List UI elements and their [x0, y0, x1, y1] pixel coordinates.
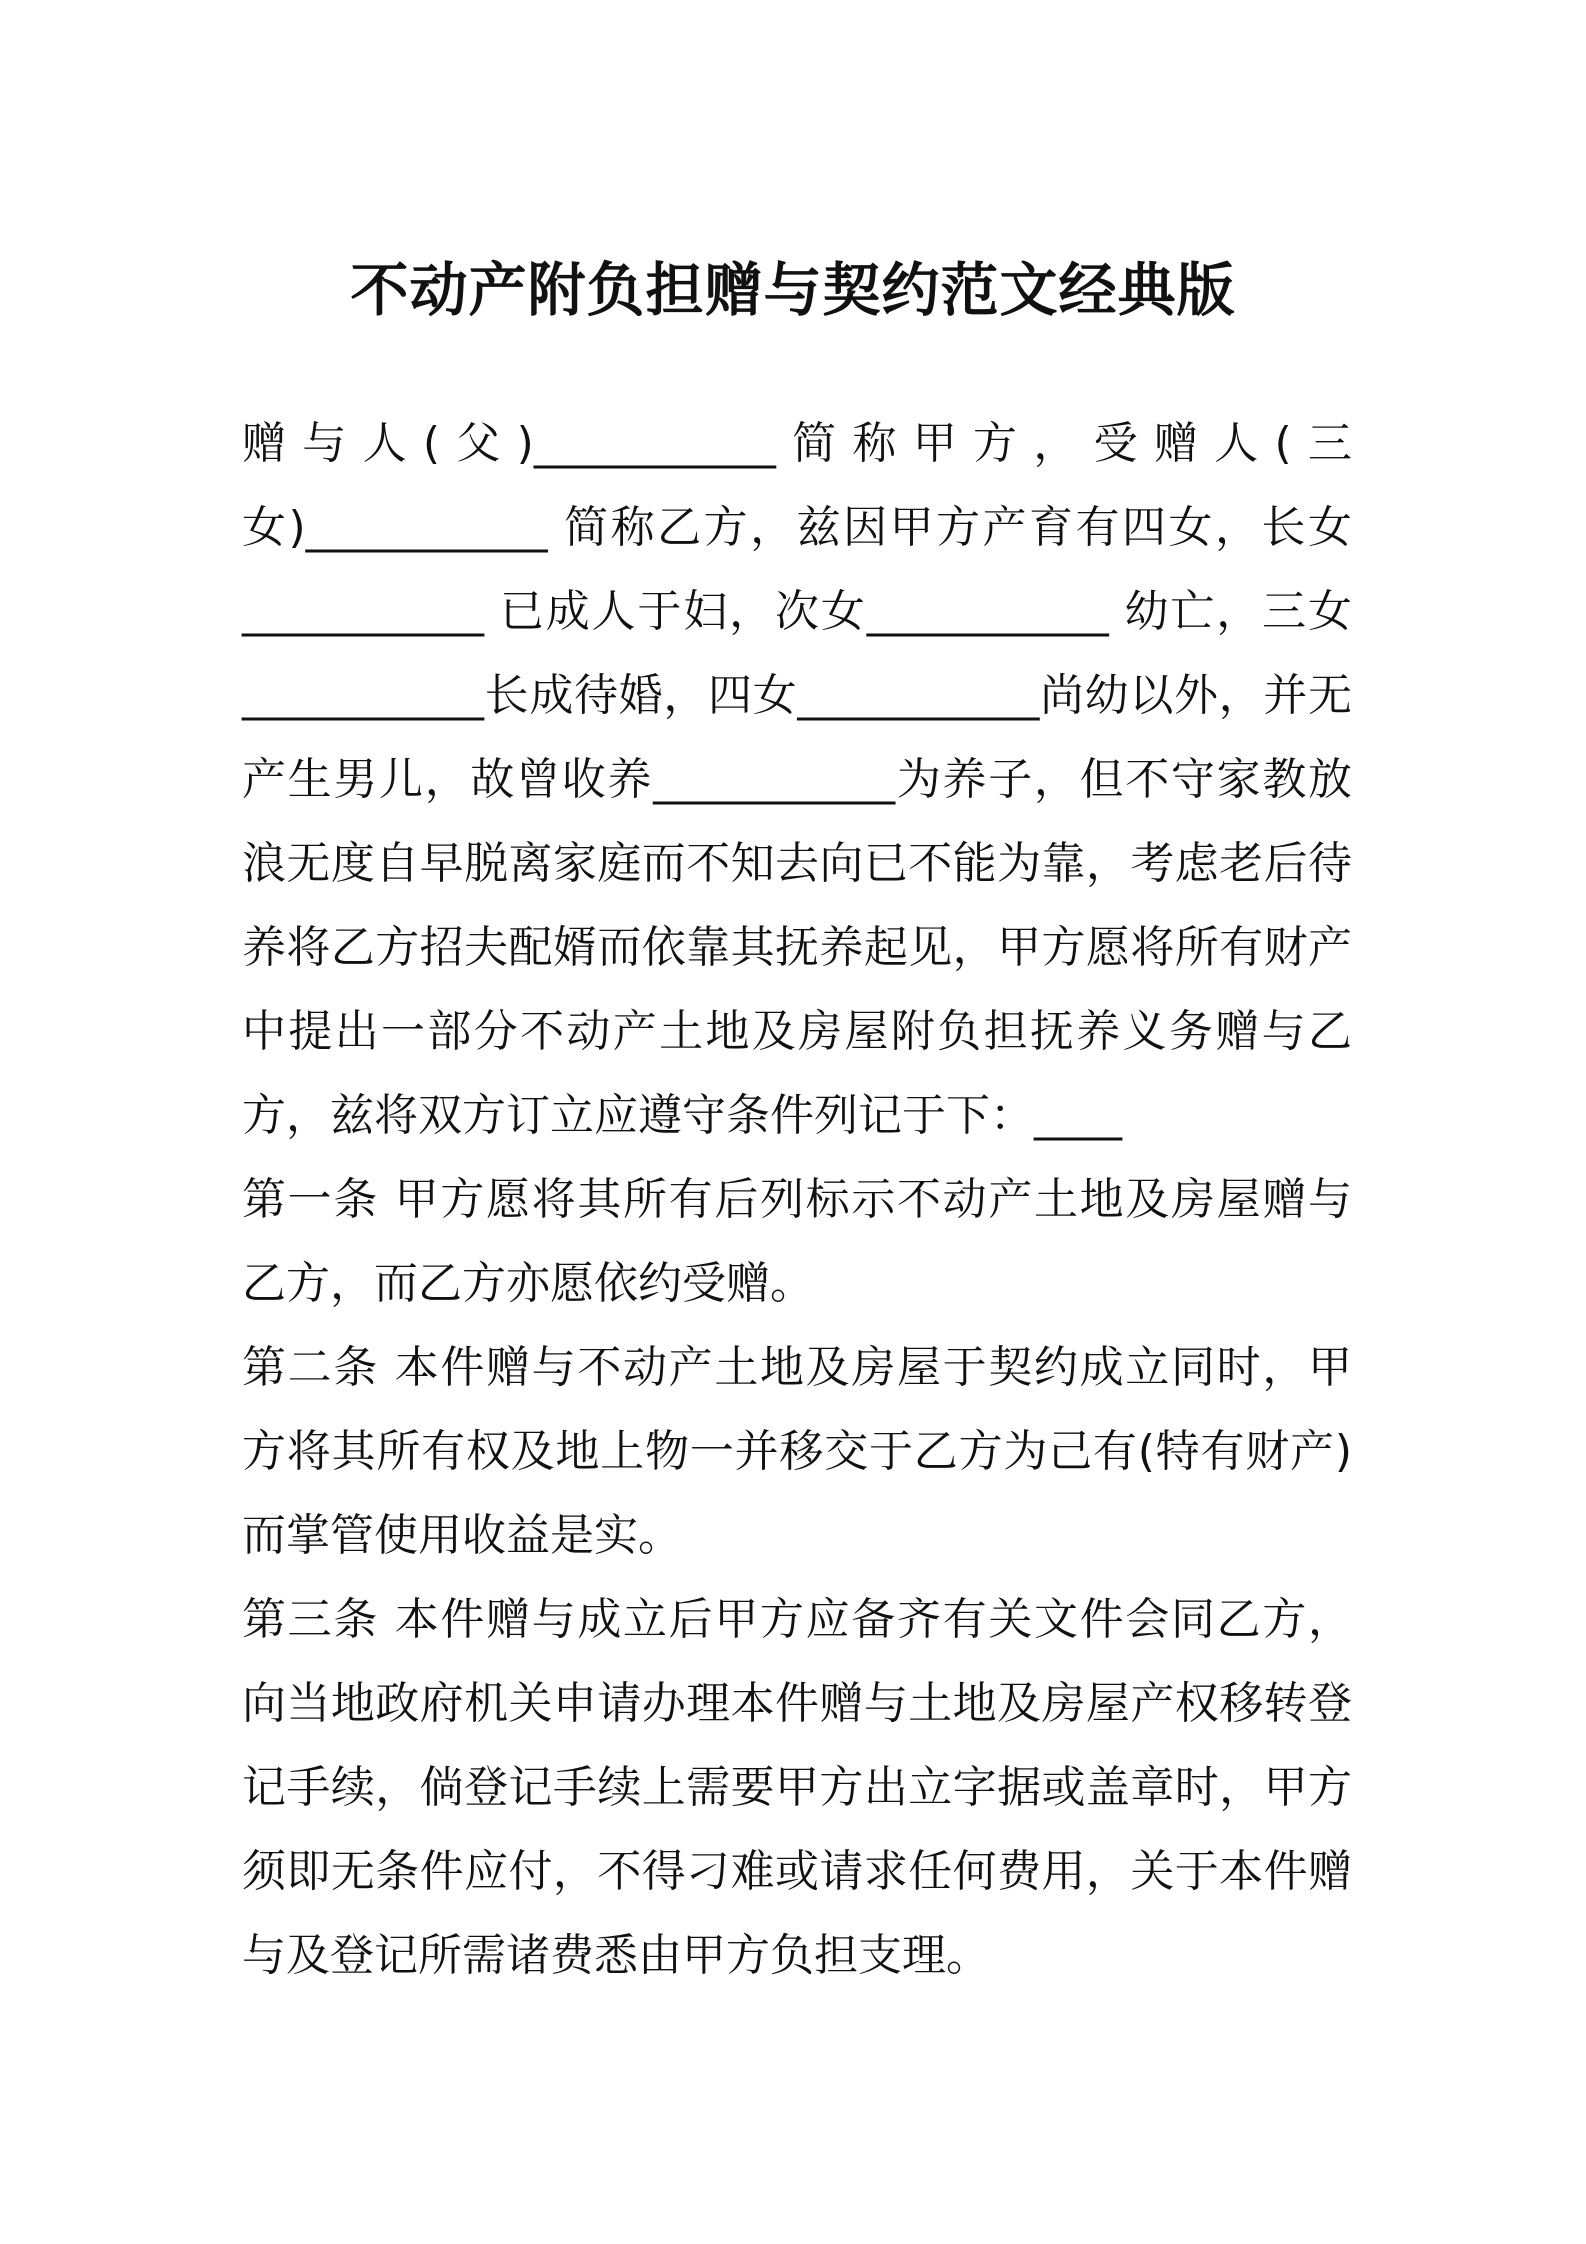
paragraph-article-1: 第一条 甲方愿将其所有后列标示不动产土地及房屋赠与乙方，而乙方亦愿依约受赠。	[242, 1174, 1352, 1309]
paragraph-article-2: 第二条 本件赠与不动产土地及房屋于契约成立同时，甲方将其所有权及地上物一并移交于乙方为己有(特有财产)而掌管使用收益是实。	[242, 1342, 1352, 1561]
document-body	[242, 402, 1352, 1998]
paragraph-article-3: 第三条 本件赠与成立后甲方应备齐有关文件会同乙方，向当地政府机关申请办理本件赠与土地及房屋产权移转登记手续，倘登记手续上需要甲方出立字据或盖章时，甲方须即无条件应付，不得刁难或请求任何费用，关于本件赠与及登记所需诸费悉由甲方负担支理。	[242, 1594, 1352, 1981]
paragraph-preamble: 赠与人(父)___________简称甲方，受赠人(三女)___________ 简称乙方，兹因甲方产育有四女，长女___________ 已成人于妇，次女___________ 幼亡，三女___________长成待婚，四女___________尚幼以外，并无产生男儿，故曾收养___________为养子，但不守家教放浪无度自早脱离家庭而不知去向已不能为靠，考虑老后待养将乙方招夫配婿而依靠其抚养起见，甲方愿将所有财产中提出一部分不动产土地及房屋附负担抚养义务赠与乙方，兹将双方订立应遵守条件列记于下：____	[242, 418, 1352, 1141]
document-title: 不动产附负担赠与契约范文经典版	[350, 256, 1236, 324]
